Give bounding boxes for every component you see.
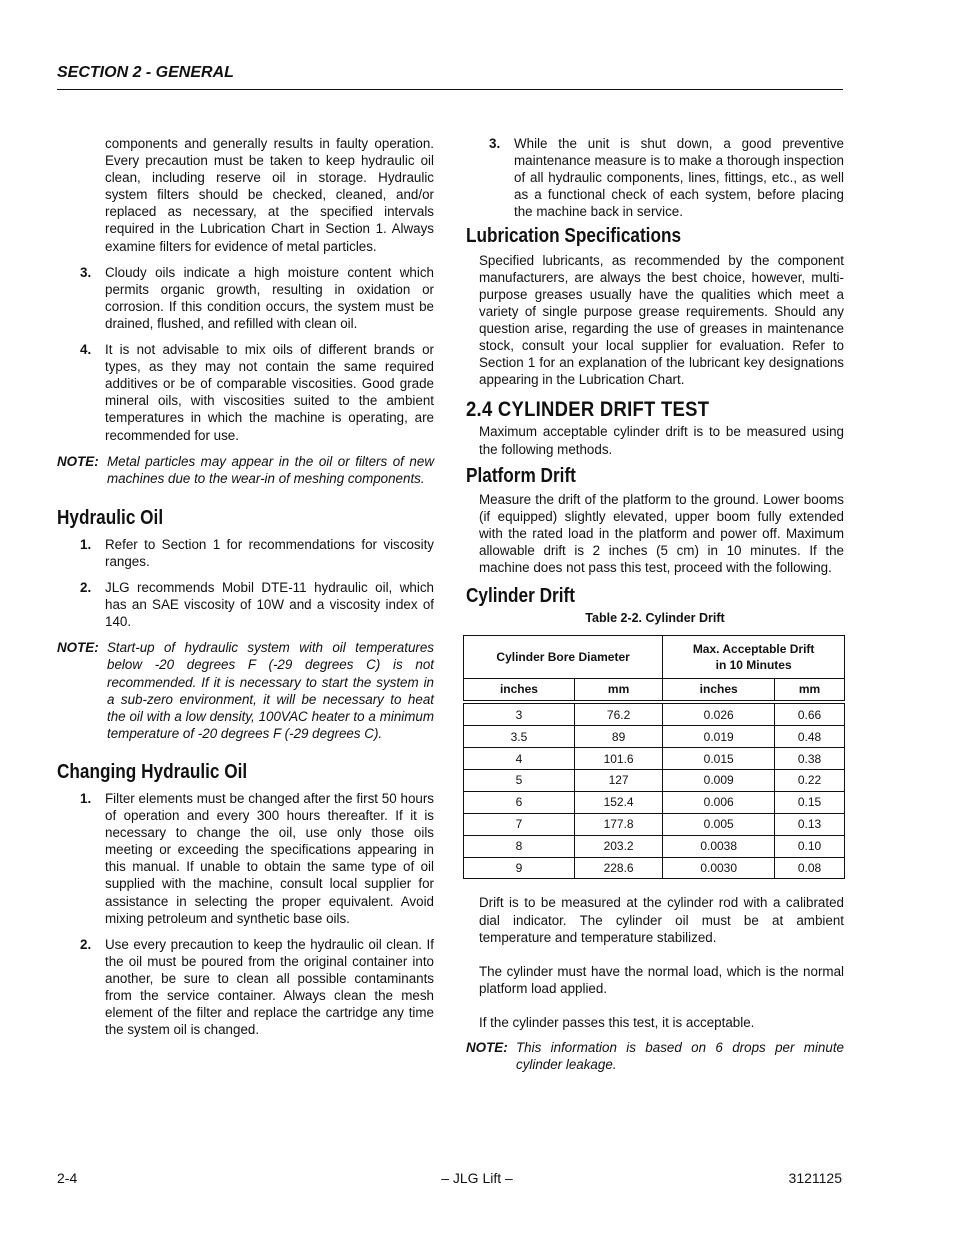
table-cell: 0.10 (775, 835, 845, 857)
list-number: 2. (80, 936, 92, 952)
intro-paragraph: components and generally results in faulty operation. Every precaution must be taken to keep hydraulic oil clean, including reserve oil in storage. Hydraulic system filters should be checked, cleaned, and/or replaced as necessary, at the specified intervals required in the Lubrication Chart in Section 1. Always examine filters for evidence of metal particles. (105, 136, 434, 254)
left-column (57, 135, 434, 1038)
footer-doc-number: 3121125 (788, 1170, 842, 1186)
list-number: 3. (80, 264, 92, 280)
right-column (466, 135, 844, 1073)
table-cell: 76.2 (574, 704, 662, 726)
table-cell: 0.15 (775, 791, 845, 813)
note (57, 639, 434, 742)
note-text: Metal particles may appear in the oil or filters of new machines due to the wear-in of meshing components. (107, 453, 434, 486)
table-cell: 203.2 (574, 835, 662, 857)
table-row (464, 857, 845, 879)
table-row (464, 726, 845, 748)
list-number: 1. (80, 536, 92, 552)
table-cell: 0.005 (663, 813, 775, 835)
table-cell: 0.08 (775, 857, 845, 879)
list-item (57, 536, 434, 570)
table-cell: 0.22 (775, 770, 845, 792)
column-group-bore: Cylinder Bore Diameter (464, 636, 663, 679)
list-text: Use every precaution to keep the hydraulic oil clean. If the oil must be poured from the original container into another, be sure to clean all possible contaminants from the service container. Always clean the mesh element of the filter and replace the cartridge any time the system oil is changed. (105, 936, 434, 1038)
list-text: JLG recommends Mobil DTE-11 hydraulic oil, which has an SAE viscosity of 10W and a viscosity index of 140. (105, 580, 434, 630)
table-cell: 228.6 (574, 857, 662, 879)
cylinder-drift-test-heading: 2.4 CYLINDER DRIFT TEST (466, 398, 710, 422)
header-rule (57, 89, 843, 90)
table-row (464, 704, 845, 726)
note-label: NOTE: (466, 1040, 508, 1056)
table-cell: 89 (574, 726, 662, 748)
list-number: 1. (80, 791, 92, 806)
table-cell: 8 (464, 835, 575, 857)
table-cell: 6 (464, 791, 575, 813)
hydraulic-oil-heading: Hydraulic Oil (57, 506, 164, 529)
column-header: inches (464, 679, 575, 701)
table-body (464, 704, 845, 879)
lubrication-paragraph: Specified lubricants, as recommended by the component manufacturers, are always the best choice, however, multi-purpose greases usually have the qualities which meet a variety of single purpose grease requirements. Should any question arise, regarding the use of greases in maintenance stock, consult your local supplier for evaluation. Refer to Section 1 for an explanation of the lubricant key designations appearing in the Lubrication Chart. (479, 252, 844, 388)
list-text: Cloudy oils indicate a high moisture content which permits organic growth, resulting in oxidation or corrosion. If this condition occurs, the system must be drained, flushed, and refilled with clean oil. (105, 264, 434, 331)
table-cell: 0.13 (775, 813, 845, 835)
cylinder-drift-paragraph-1: Drift is to be measured at the cylinder rod with a calibrated dial indicator. The cylinder oil must be at ambient temperature and temperature stabilized. (479, 895, 844, 945)
list-text: It is not advisable to mix oils of different brands or types, as they may not contain the same required additives or be of comparable viscosities. Good grade mineral oils, with viscosities suited to the ambient temperatures in which the machine is operating, are recommended for use. (105, 342, 434, 443)
list-text: While the unit is shut down, a good preventive maintenance measure is to make a thorough inspection of all hydraulic components, lines, fittings, etc., as well as a functional check of each system, before placing the machine back in service. (514, 136, 844, 220)
column-header: mm (574, 679, 662, 701)
table-cell: 0.019 (663, 726, 775, 748)
footer-center: – JLG Lift – (441, 1170, 513, 1186)
table-cell: 5 (464, 770, 575, 792)
table-cell: 0.0030 (663, 857, 775, 879)
cylinder-drift-heading: Cylinder Drift (466, 585, 575, 608)
table-cell: 0.66 (775, 704, 845, 726)
list-text: Refer to Section 1 for recommendations for viscosity ranges. (105, 536, 434, 569)
table-cell: 3.5 (464, 726, 575, 748)
list-item (57, 341, 434, 444)
table-cell: 3 (464, 704, 575, 726)
table-cell: 9 (464, 857, 575, 879)
column-header: mm (775, 679, 845, 701)
table-cell: 101.6 (574, 748, 662, 770)
note (57, 453, 434, 487)
changing-hydraulic-oil-heading: Changing Hydraulic Oil (57, 760, 248, 783)
table-cell: 152.4 (574, 791, 662, 813)
table-cell: 0.38 (775, 748, 845, 770)
table-cell: 127 (574, 770, 662, 792)
list-item (466, 135, 844, 220)
platform-drift-heading: Platform Drift (466, 464, 576, 487)
platform-drift-paragraph: Measure the drift of the platform to the ground. Lower booms (if equipped) slightly elevated, upper boom fully extended with the rated load in the platform and power off. Maximum allowable drift is 2 inches (5 cm) in 10 minutes. If the machine does not pass this test, proceed with the following. (479, 491, 844, 576)
column-group-drift-line1: Max. Acceptable Drift (692, 642, 815, 657)
table-cell: 0.48 (775, 726, 845, 748)
table-row (464, 813, 845, 835)
cylinder-drift-table (463, 635, 845, 879)
column-header: inches (663, 679, 775, 701)
cylinder-drift-paragraph-3: If the cylinder passes this test, it is acceptable. (479, 1014, 755, 1030)
list-item (57, 264, 434, 332)
table-cell: 177.8 (574, 813, 662, 835)
table-row (464, 770, 845, 792)
list-number: 4. (80, 342, 92, 358)
table-caption: Table 2-2. Cylinder Drift (585, 611, 725, 626)
table-row (464, 748, 845, 770)
list-item (57, 790, 434, 927)
column-group-drift (663, 636, 845, 679)
lubrication-heading: Lubrication Specifications (466, 225, 682, 248)
list-number: 2. (80, 580, 92, 596)
note-text: This information is based on 6 drops per minute cylinder leakage. (516, 1040, 844, 1073)
table-cell: 4 (464, 748, 575, 770)
table-row (464, 835, 845, 857)
column-group-drift-line2: in 10 Minutes (715, 658, 792, 673)
table-cell: 0.006 (663, 791, 775, 813)
cylinder-drift-test-paragraph: Maximum acceptable cylinder drift is to be measured using the following methods. (479, 424, 844, 457)
table-cell: 0.009 (663, 770, 775, 792)
note-label: NOTE: (57, 453, 99, 469)
cylinder-drift-paragraph-2: The cylinder must have the normal load, which is the normal platform load applied. (479, 963, 844, 996)
note-label: NOTE: (57, 640, 99, 656)
note (466, 1039, 844, 1073)
list-text: Filter elements must be changed after the first 50 hours of operation and every 300 hours thereafter. If it is necessary to change the oil, use only those oils meeting or exceeding the specifications appearing in this manual. If unable to obtain the same type of oil supplied with the machine, consult local supplier for assistance in selecting the proper equivalent. Avoid mixing petroleum and synthetic base oils. (105, 791, 434, 926)
section-header: SECTION 2 - GENERAL (57, 64, 234, 81)
list-item (57, 579, 434, 630)
footer-page-number: 2-4 (57, 1170, 78, 1186)
table-row (464, 791, 845, 813)
note-text: Start-up of hydraulic system with oil temperatures below -20 degrees F (-29 degrees C) is not recommended. If it is necessary to start the system in a sub-zero environment, it will be necessary to heat the oil with a low density, 100VAC heater to a minimum temperature of -20 degrees F (-29 degrees C). (107, 640, 434, 741)
table-cell: 7 (464, 813, 575, 835)
table-cell: 0.0038 (663, 835, 775, 857)
list-item (57, 936, 434, 1039)
table-cell: 0.015 (663, 748, 775, 770)
list-number: 3. (489, 136, 501, 151)
table-cell: 0.026 (663, 704, 775, 726)
